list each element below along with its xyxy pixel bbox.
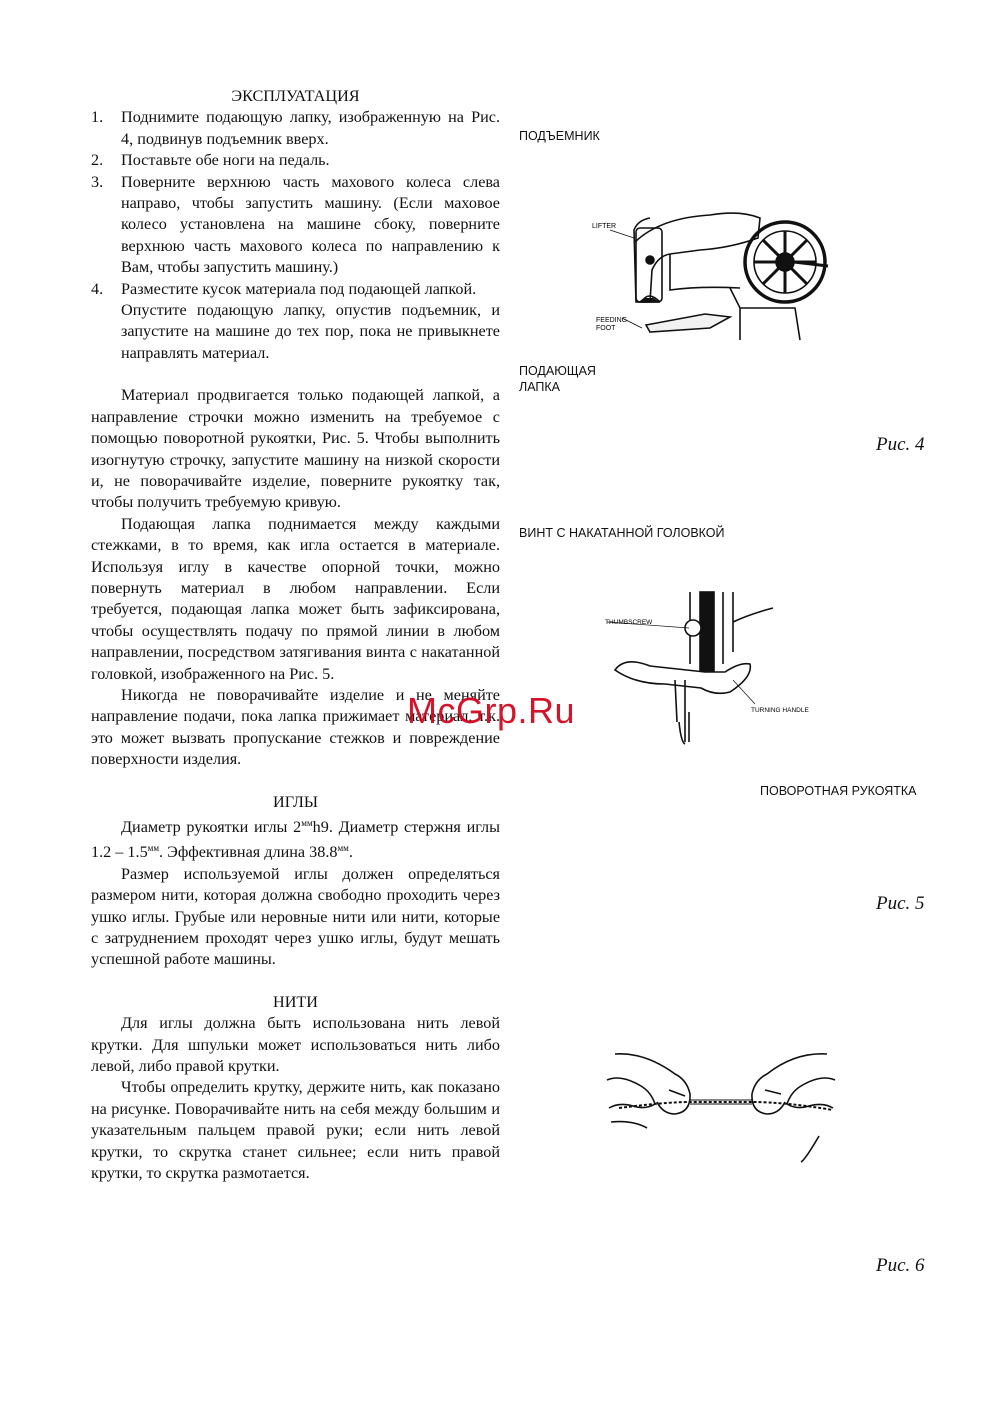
list-item <box>91 172 500 279</box>
text-column <box>91 86 500 1185</box>
section-title-needles: ИГЛЫ <box>273 792 318 811</box>
fig4-caption: Рис. 4 <box>876 434 925 455</box>
paragraph: Чтобы определить крутку, держите нить, как показано на рисунке. Поворачивайте нить на себя между большим и указательным пальцем правой руки; если нить левой крутки, то скрутка станет сильнее; если нить правой крутки, то скрутка размотается. <box>91 1078 500 1183</box>
fig5-label-thumbscrew: ВИНТ С НАКАТАННОЙ ГОЛОВКОЙ <box>519 526 725 540</box>
paragraph: Для иглы должна быть использована нить левой крутки. Для шпульки может использоваться нить либо левой, либо правой крутки. <box>91 1014 500 1076</box>
watermark: McGrp.Ru <box>407 690 576 731</box>
paragraph: Подающая лапка поднимается между каждыми стежками, в то время, как игла остается в материале. Используя иглу в качестве опорной точки, можно повернуть материал в любом направлении. Если требуется, подающая лапка может быть зафиксирована, чтобы осуществлять подачу по прямой линии в любом направлении, посредством затягивания винта с накатанной головкой, изображенного на Рис. 5. <box>91 514 500 683</box>
fig4-inner-feeding: FEEDING <box>596 317 628 324</box>
section-title-threads: НИТИ <box>273 992 318 1011</box>
fig5-inner-turning: TURNING HANDLE <box>751 707 809 714</box>
list-number: 2. <box>91 151 104 170</box>
paragraph-needle-dims: Диаметр рукоятки иглы $2^{мм}h9$. Диаметр стержня иглы $1.2 - 1.5^{мм}$. Эффективная длина $38.8^{мм}$. <box>91 818 501 862</box>
fig4-sewing-machine-illustration <box>590 190 840 340</box>
fig5-caption: Рис. 5 <box>876 893 925 914</box>
fig6-caption: Рис. 6 <box>876 1255 925 1276</box>
fig5-label-turning-handle: ПОВОРОТНАЯ РУКОЯТКА <box>760 784 917 798</box>
operation-steps <box>91 107 500 364</box>
list-text-extra: Опустите подающую лапку, опустив подъемник, и запустите на машине до тех пор, пока не привыкнете направлять материал. <box>121 301 500 362</box>
list-number: 1. <box>91 108 104 127</box>
paragraph: Размер используемой иглы должен определяться размером нити, которая должна свободно проходить через ушко иглы. Грубые или неровные нити или нити, которые с затруднением проходят через ушко иглы, будут мешать успешной работе машины. <box>91 864 500 969</box>
list-text: Разместите кусок материала под подающей лапкой. <box>121 279 477 298</box>
fig4-inner-lifter: LIFTER <box>592 223 617 230</box>
list-number: 3. <box>91 172 104 191</box>
fig5-turning-handle-illustration <box>605 592 835 752</box>
fig6-thread-twist-illustration <box>605 1050 837 1165</box>
fig4-label-foot: ПОДАЮЩАЯ ЛАПКА <box>519 364 596 394</box>
list-text: Поверните верхнюю часть махового колеса слева направо, чтобы запустить машину. (Если маховое колесо установлена на машине сбоку, поверните верхнюю часть махового колеса по направлению к Вам, чтобы запустить машину.) <box>121 172 500 277</box>
list-number: 4. <box>91 279 104 298</box>
paragraph: Никогда не поворачивайте изделие и не меняйте направление подачи, пока лапка прижимает материал, т.к. это может вызвать пропускание стежков и повреждение поверхности изделия. <box>91 685 500 769</box>
list-item <box>91 279 500 365</box>
list-item <box>91 150 500 171</box>
paragraph: Материал продвигается только подающей лапкой, а направление строчки можно изменить на требуемое с помощью поворотной рукоятки, Рис. 5. Чтобы выполнить изогнутую строчку, запустите машину на низкой скорости и, не поворачивайте изделие, поверните рукоятку так, чтобы получить требуемую кривую. <box>91 386 500 512</box>
section-title-operation: ЭКСПЛУАТАЦИЯ <box>231 87 360 105</box>
fig5-inner-thumbscrew: THUMBSCREW <box>605 619 653 626</box>
list-text: Поднимите подающую лапку, изображенную на Рис. 4, подвинув подъемник вверх. <box>121 108 500 148</box>
fig4-inner-foot: FOOT <box>596 325 616 332</box>
fig4-label-lifter: ПОДЪЕМНИК <box>519 129 600 143</box>
list-text: Поставьте обе ноги на педаль. <box>121 151 330 170</box>
list-item <box>91 107 500 150</box>
